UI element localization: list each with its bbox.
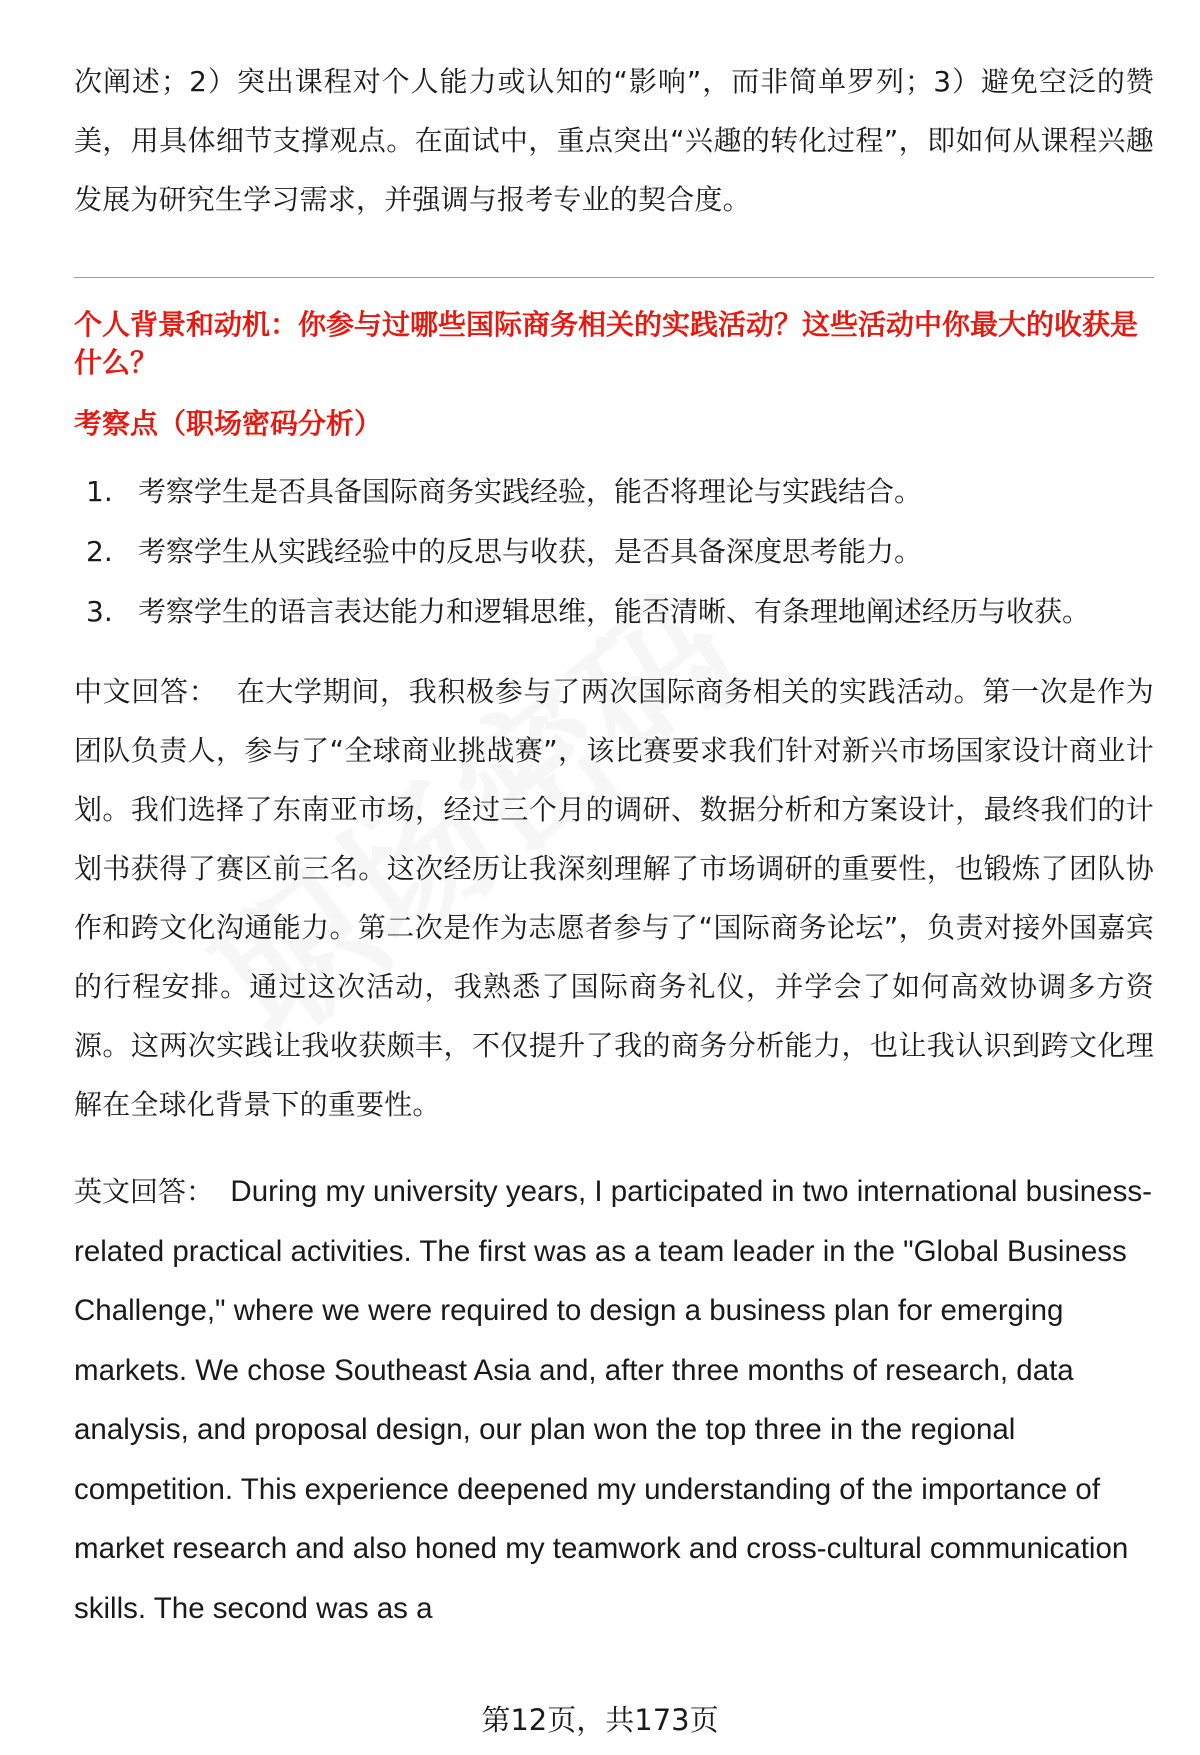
list-text: 考察学生的语言表达能力和逻辑思维，能否清晰、有条理地阐述经历与收获。 (138, 595, 1091, 628)
list-item (74, 582, 1154, 642)
section-divider (74, 277, 1154, 278)
answer-en (74, 1162, 1154, 1638)
list-number: 3. (86, 595, 113, 628)
answer-cn-text: 在大学期间，我积极参与了两次国际商务相关的实践活动。第一次是作为团队负责人，参与了“全球商业挑战赛”，该比赛要求我们针对新兴市场国家设计商业计划。我们选择了东南亚市场，经过三个月的调研、数据分析和方案设计，最终我们的计划书获得了赛区前三名。这次经历让我深刻理解了市场调研的重要性，也锻炼了团队协作和跨文化沟通能力。第二次是作为志愿者参与了“国际商务论坛”，负责对接外国嘉宾的行程安排。通过这次活动，我熟悉了国际商务礼仪，并学会了如何高效协调多方资源。这两次实践让我收获颇丰，不仅提升了我的商务分析能力，也让我认识到跨文化理解在全球化背景下的重要性。 (74, 675, 1154, 1121)
document-page (74, 52, 1154, 1638)
question-title: 个人背景和动机：你参与过哪些国际商务相关的实践活动？这些活动中你最大的收获是什么？ (74, 308, 1139, 379)
answer-en-text: During my university years, I participated in two international business-related practical activities. The first was as a team leader in the "Global Business Challenge," where we were required to design a business plan for emerging markets. We chose Southeast Asia and, after three months of research, data analysis, and proposal design, our plan won the top three in the regional competition. This experience deepened my understanding of the importance of market research and also honed my teamwork and cross-cultural communication skills. The second was as a (74, 1175, 1152, 1625)
points-heading: 考察点（职场密码分析） (74, 407, 383, 440)
answer-en-label: 英文回答： (74, 1175, 215, 1208)
list-number: 1. (86, 475, 113, 508)
answer-cn-label: 中文回答： (74, 675, 218, 708)
intro-paragraph: 次阐述；2）突出课程对个人能力或认知的“影响”，而非简单罗列；3）避免空泛的赞美，用具体细节支撑观点。在面试中，重点突出“兴趣的转化过程”，即如何从课程兴趣发展为研究生学习需求，并强调与报考专业的契合度。 (74, 65, 1154, 216)
list-item (74, 522, 1154, 582)
page-footer: 第12页，共173页 (481, 1703, 719, 1737)
list-text: 考察学生从实践经验中的反思与收获，是否具备深度思考能力。 (138, 535, 923, 568)
list-text: 考察学生是否具备国际商务实践经验，能否将理论与实践结合。 (138, 475, 923, 508)
list-item (74, 462, 1154, 522)
points-list (74, 462, 1154, 642)
list-number: 2. (86, 535, 113, 568)
answer-cn (74, 662, 1154, 1134)
